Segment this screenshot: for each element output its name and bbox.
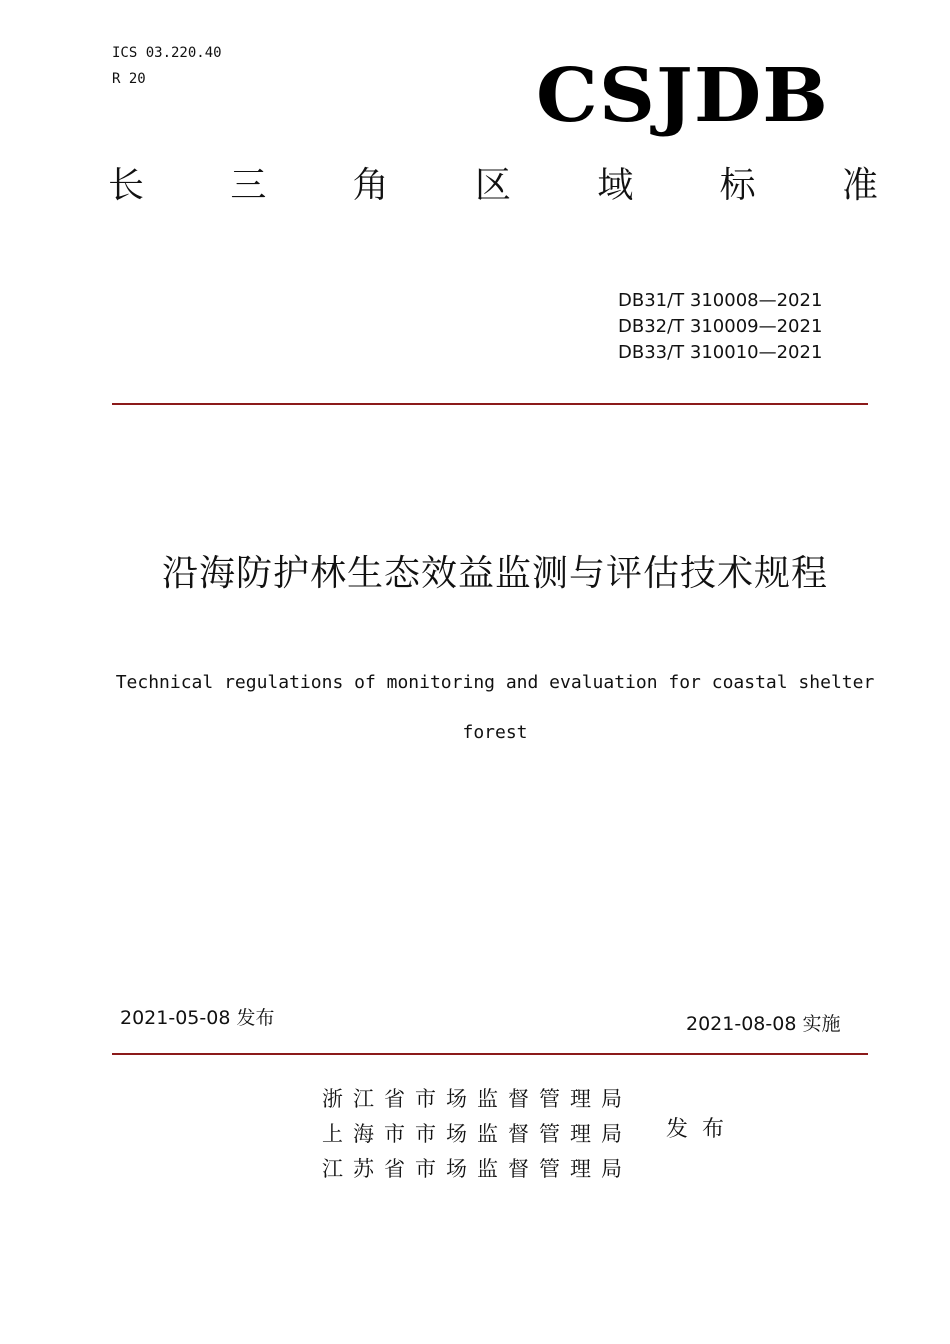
series-char: 长 xyxy=(108,165,145,206)
issuer: 上海市市场监督管理局 xyxy=(322,1122,632,1146)
classification-codes xyxy=(112,40,222,92)
series-char: 域 xyxy=(597,165,634,206)
issuing-authorities xyxy=(322,1082,632,1187)
issuer: 江苏省市场监督管理局 xyxy=(322,1157,632,1181)
ics-code: ICS 03.220.40 xyxy=(112,45,222,61)
implement-date: 2021-08-08 实施 xyxy=(686,1013,841,1035)
standard-series-heading xyxy=(108,164,878,208)
title-english-line-2: forest xyxy=(462,722,528,743)
series-char: 三 xyxy=(230,165,267,206)
standard-number: DB31/T 310008—2021 xyxy=(618,290,823,311)
series-char: 角 xyxy=(352,165,389,206)
series-char: 准 xyxy=(841,165,878,206)
title-chinese: 沿海防护林生态效益监测与评估技术规程 xyxy=(161,553,828,594)
series-char: 标 xyxy=(719,165,756,206)
standard-number: DB33/T 310010—2021 xyxy=(618,342,823,363)
bottom-divider xyxy=(112,1053,868,1055)
ccs-code: R 20 xyxy=(112,71,146,87)
title-english xyxy=(100,658,890,758)
publish-date: 2021-05-08 发布 xyxy=(120,1007,275,1029)
series-char: 区 xyxy=(474,165,511,206)
standard-number: DB32/T 310009—2021 xyxy=(618,316,823,337)
title-english-line-1: Technical regulations of monitoring and evaluation for coastal shelter xyxy=(115,672,875,693)
standard-numbers xyxy=(618,288,822,366)
issuer: 浙江省市场监督管理局 xyxy=(322,1087,632,1111)
top-divider xyxy=(112,403,868,405)
issue-label: 发布 xyxy=(666,1117,739,1142)
csjdb-logo: CSJDB xyxy=(536,53,830,139)
